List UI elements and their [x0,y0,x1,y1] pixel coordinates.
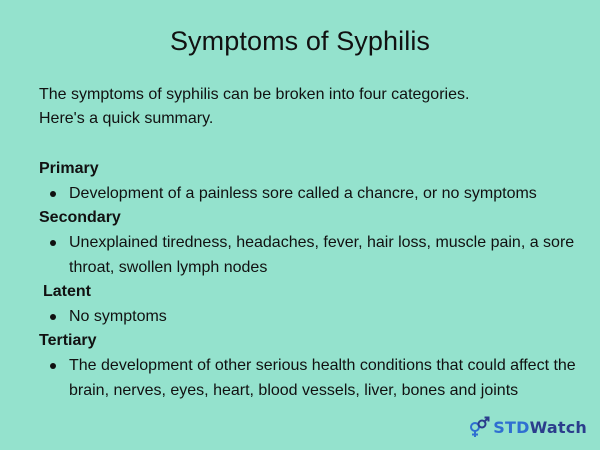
bullet-icon [50,363,56,369]
bullet-icon [50,240,56,246]
bullet-item [39,230,584,280]
section-heading-secondary: Secondary [39,209,121,226]
bullet-icon [50,191,56,197]
bullet-list [39,353,584,403]
intro-line-1: The symptoms of syphilis can be broken into four categories. [39,86,470,103]
gender-symbols-icon [468,416,490,438]
symptom-sections [39,157,584,403]
section-heading-primary: Primary [39,160,99,177]
logo-wordmark [493,418,587,437]
bullet-item [39,181,584,206]
stdwatch-logo [468,416,587,438]
logo-text-watch: Watch [529,417,587,437]
logo-text-std: STD [493,417,530,437]
section-primary [39,157,584,206]
section-secondary [39,206,584,280]
section-heading-tertiary: Tertiary [39,332,97,349]
bullet-text: No symptoms [69,308,167,325]
bullet-icon [50,314,56,320]
bullet-list [39,181,584,206]
intro-paragraph [39,83,579,131]
section-heading-latent: Latent [43,283,91,300]
section-latent [39,280,584,329]
bullet-text: The development of other serious health conditions that could affect the brain, nerves, eyes, heart, blood vessels, liver, bones and joints [69,357,576,399]
bullet-text: Unexplained tiredness, headaches, fever, hair loss, muscle pain, a sore throat, swollen lymph nodes [69,234,575,276]
page-title: Symptoms of Syphilis [169,26,431,56]
intro-line-2: Here's a quick summary. [39,110,214,127]
bullet-list [39,230,584,280]
bullet-list [39,304,584,329]
bullet-item [39,304,584,329]
bullet-item [39,353,584,403]
section-tertiary [39,329,584,403]
bullet-text: Development of a painless sore called a chancre, or no symptoms [69,185,537,202]
